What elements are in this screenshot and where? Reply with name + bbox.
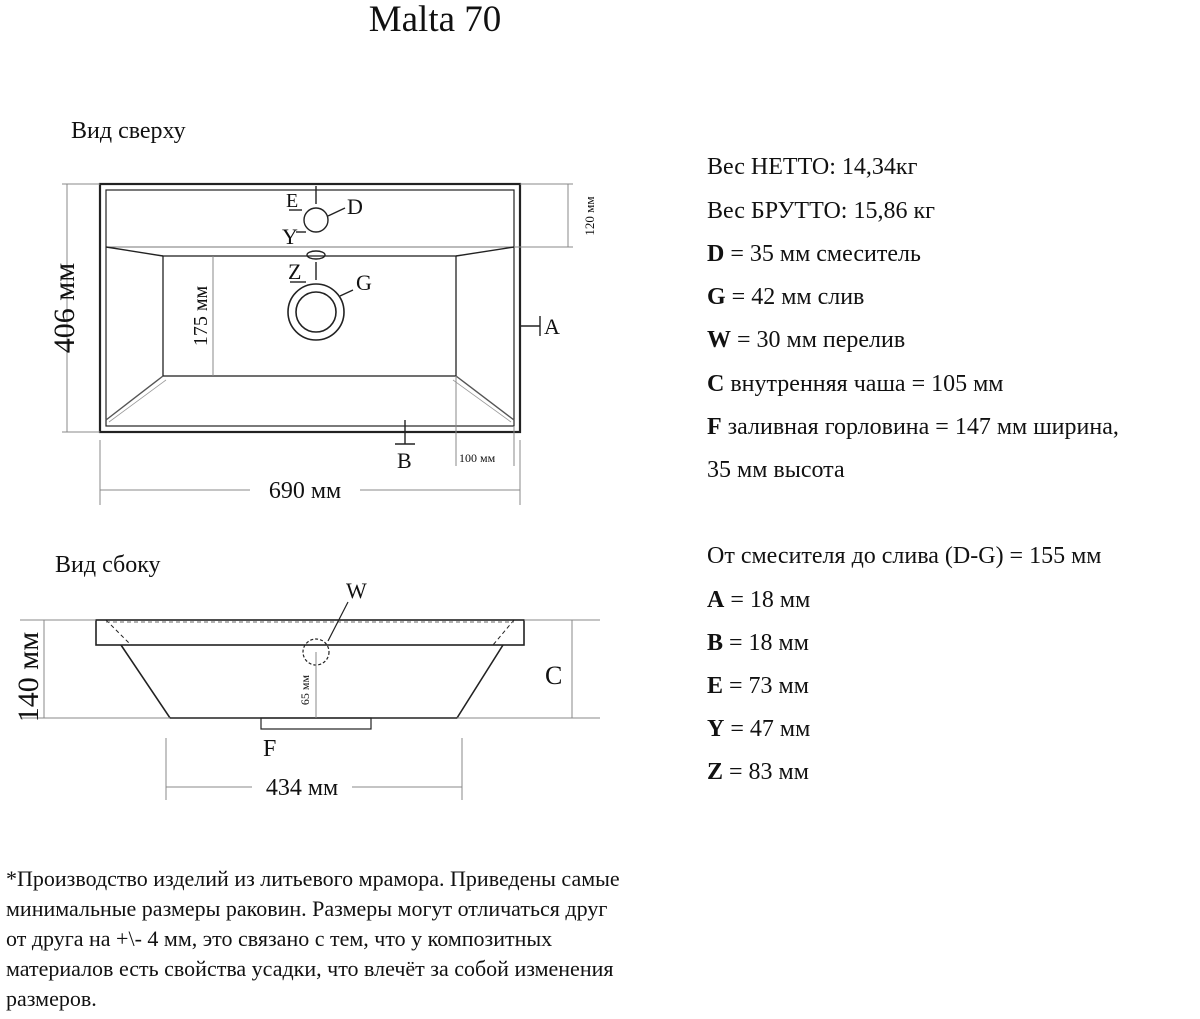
spec-line: Вес НЕТТО: 14,34кг	[707, 154, 918, 180]
marker-E: E	[286, 190, 299, 212]
dim-175: 175 мм	[190, 285, 212, 347]
dim-434: 434 мм	[265, 775, 339, 801]
marker-W: W	[346, 578, 367, 603]
spec-line: F заливная горловина = 147 мм ширина,	[707, 414, 1119, 440]
spec-line: От смесителя до слива (D-G) = 155 мм	[707, 543, 1102, 569]
marker-Y: Y	[282, 224, 298, 249]
overflow-hole	[307, 251, 325, 259]
spec-line: A = 18 мм	[707, 587, 811, 613]
spec-line: B = 18 мм	[707, 630, 809, 656]
marker-C: C	[545, 661, 563, 690]
spec-line: G = 42 мм слив	[707, 284, 865, 310]
spec-line: Вес БРУТТО: 15,86 кг	[707, 198, 935, 224]
side-rim	[96, 620, 524, 645]
dim-120: 120 мм	[582, 196, 597, 236]
footnote-line: от друга на +\- 4 мм, это связано с тем, что у композитных	[6, 926, 553, 951]
spec-line: E = 73 мм	[707, 673, 809, 699]
top-view-drawing	[62, 184, 573, 505]
drain-inner	[296, 292, 336, 332]
spec-line: D = 35 мм смеситель	[707, 241, 921, 267]
side-bowl	[121, 645, 503, 718]
marker-F: F	[263, 736, 277, 762]
spec-line: Z = 83 мм	[707, 759, 809, 785]
footnote-line: размеров.	[6, 986, 97, 1011]
spec-line: Y = 47 мм	[707, 716, 811, 742]
dim-65: 65 мм	[298, 674, 312, 706]
marker-Z: Z	[288, 259, 302, 284]
drain-neck	[261, 718, 371, 729]
dim-100: 100 мм	[459, 451, 496, 465]
footnote	[6, 864, 766, 1014]
spec-line: W = 30 мм перелив	[707, 327, 906, 353]
top-view-label: Вид сверху	[71, 118, 186, 144]
marker-D: D	[347, 194, 363, 219]
faucet-hole	[304, 208, 328, 232]
footnote-line: минимальные размеры раковин. Размеры могут отличаться друг	[6, 896, 608, 921]
spec-line: C внутренняя чаша = 105 мм	[707, 371, 1004, 397]
spec-line: 35 мм высота	[707, 457, 845, 483]
footnote-line: материалов есть свойства усадки, что влечёт за собой изменения	[6, 956, 614, 981]
marker-B: B	[397, 448, 412, 473]
sink-outline-inner	[106, 190, 514, 426]
footnote-line: *Производство изделий из литьевого мрамора. Приведены самые	[6, 866, 620, 891]
dim-140: 140 мм	[12, 631, 45, 723]
page-title: Malta 70	[368, 0, 502, 40]
marker-A: A	[544, 314, 560, 339]
dim-406: 406 мм	[48, 262, 81, 354]
dim-690: 690 мм	[268, 478, 342, 504]
marker-G: G	[356, 270, 372, 295]
side-view-label: Вид сбоку	[55, 552, 161, 578]
